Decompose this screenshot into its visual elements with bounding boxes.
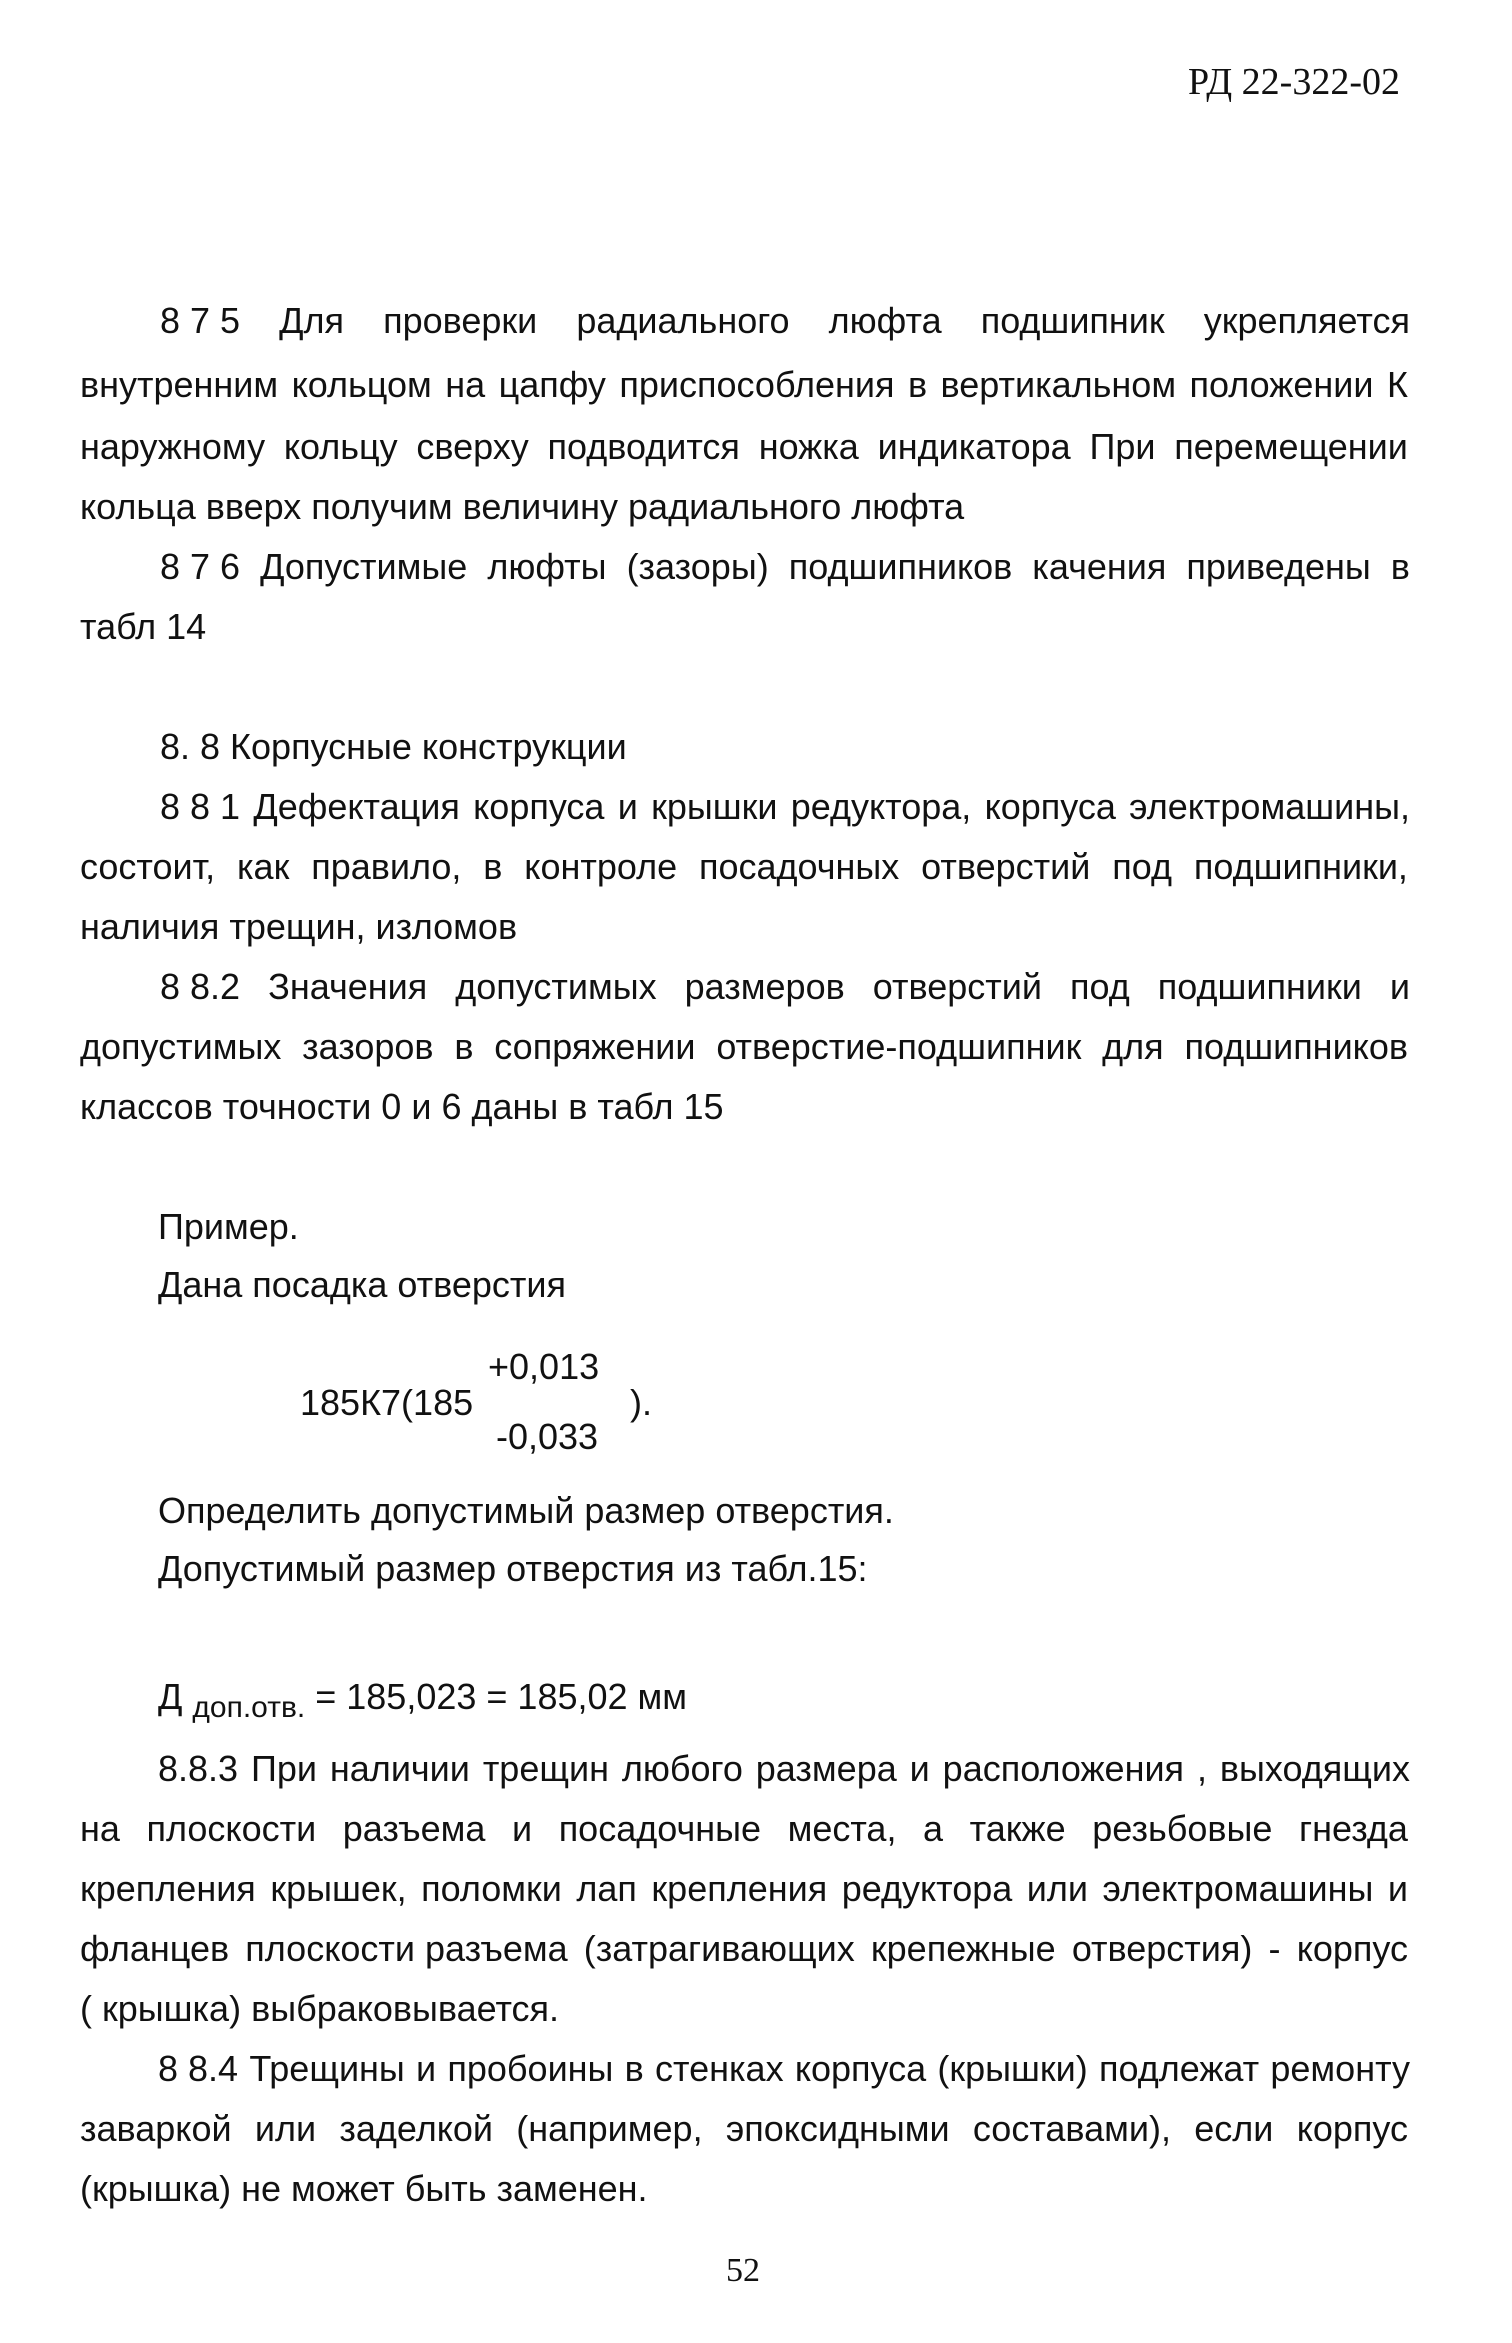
paragraph-881-line-3: наличия трещин, изломов	[80, 906, 518, 947]
word: 8 7 6	[160, 546, 241, 587]
word: электромашины,	[1129, 786, 1410, 827]
word: -	[1268, 1928, 1281, 1969]
word: 8.8.3	[158, 1748, 239, 1789]
word: подшипники	[1157, 966, 1362, 1007]
word: контроле	[524, 846, 678, 887]
word: и	[512, 1808, 533, 1849]
word: Допустимые	[260, 546, 468, 587]
paragraph-881-line-1	[160, 786, 1410, 828]
word: на	[445, 364, 486, 405]
word: в	[907, 364, 928, 405]
word: поломки	[421, 1868, 562, 1909]
word: на	[80, 1808, 120, 1849]
word: внутренним	[80, 364, 279, 405]
word: отверстий	[872, 966, 1042, 1007]
word: Дефектация	[253, 786, 460, 827]
word: пробоины	[447, 2048, 614, 2089]
formula-subscript: доп.отв.	[192, 1691, 306, 1724]
word: размеров	[684, 966, 845, 1007]
word: плоскости	[146, 1808, 317, 1849]
word: корпуса	[984, 786, 1116, 827]
word: цапфу	[498, 364, 606, 405]
word: заваркой	[80, 2108, 232, 2149]
tolerance-formula	[158, 1676, 688, 1724]
paragraph-883-line-2	[80, 1808, 1408, 1850]
word: а	[923, 1808, 944, 1849]
word: сопряжении	[494, 1026, 696, 1067]
word: и	[1387, 1868, 1408, 1909]
word: любого	[621, 1748, 743, 1789]
word: или	[254, 2108, 317, 2149]
word: фланцев	[80, 1928, 230, 1969]
word: крепления	[651, 1868, 828, 1909]
word: люфты	[487, 546, 607, 587]
word: редуктора	[841, 1868, 1013, 1909]
word: вертикальном	[940, 364, 1177, 405]
word: электромашины	[1102, 1868, 1374, 1909]
paragraph-875-line-2	[80, 364, 1408, 406]
word: индикатора	[877, 426, 1071, 467]
paragraph-876-line-2: табл 14	[80, 606, 207, 647]
section-heading: 8. 8 Корпусные конструкции	[160, 726, 627, 767]
word: корпуса	[473, 786, 605, 827]
paragraph-882-line-1	[160, 966, 1410, 1008]
word: редуктора,	[790, 786, 972, 827]
word: состоит,	[80, 846, 216, 887]
word: укрепляется	[1203, 300, 1410, 341]
word: сверху	[416, 426, 529, 467]
word: крепления	[80, 1868, 256, 1909]
word: под	[1070, 966, 1130, 1007]
example-task: Определить допустимый размер отверстия.	[158, 1490, 894, 1531]
formula-symbol: Д	[158, 1676, 183, 1717]
word: под	[1112, 846, 1172, 887]
word: (крышки)	[937, 2048, 1088, 2089]
word: подшипников	[788, 546, 1013, 587]
word: крышек,	[270, 1868, 407, 1909]
paragraph-884-line-1	[158, 2048, 1410, 2090]
word: посадочные	[558, 1808, 761, 1849]
word: составами),	[972, 2108, 1172, 2149]
word: и	[416, 2048, 437, 2089]
document-code: РД 22-322-02	[1187, 61, 1400, 103]
word: выходящих	[1219, 1748, 1410, 1789]
word: посадочных	[699, 846, 900, 887]
word: стенках	[655, 2048, 784, 2089]
word: 8 8.2	[160, 966, 241, 1007]
word: в	[454, 1026, 474, 1067]
paragraph-876-line-1	[160, 546, 1410, 588]
word: (затрагивающих	[583, 1928, 855, 1969]
word: радиального	[576, 300, 790, 341]
word: наружному	[80, 426, 266, 467]
word: подшипники,	[1193, 846, 1408, 887]
word: крышки	[651, 786, 778, 827]
word: подводится	[547, 426, 740, 467]
word: плоскости разъема	[245, 1928, 568, 1969]
word: кольцом	[291, 364, 432, 405]
paragraph-875-line-1	[160, 300, 1410, 342]
word: в	[1390, 546, 1410, 587]
word: Для	[279, 300, 345, 341]
word: места,	[787, 1808, 897, 1849]
word: эпоксидными	[725, 2108, 950, 2149]
word: также	[969, 1808, 1066, 1849]
page-number: 52	[726, 2252, 760, 2289]
example-table-ref: Допустимый размер отверстия из табл.15:	[158, 1548, 868, 1589]
word: и	[1389, 966, 1410, 1007]
lower-deviation: -0,033	[496, 1416, 599, 1457]
word: ножка	[758, 426, 859, 467]
word: положении	[1189, 364, 1374, 405]
word: Трещины	[249, 2048, 405, 2089]
word: отверстия)	[1071, 1928, 1253, 1969]
upper-deviation: +0,013	[488, 1346, 600, 1387]
word: размера	[755, 1748, 897, 1789]
word: трещин	[482, 1748, 609, 1789]
word: если	[1194, 2108, 1274, 2149]
paragraph-882-line-2	[80, 1026, 1408, 1068]
word: проверки	[383, 300, 538, 341]
word: и	[617, 786, 638, 827]
word: или	[1026, 1868, 1089, 1909]
word: резьбовые	[1092, 1808, 1273, 1849]
word: наличии	[329, 1748, 470, 1789]
paragraph-883-line-4	[80, 1928, 1408, 1970]
word: ,	[1196, 1748, 1207, 1789]
example-intro: Дана посадка отверстия	[158, 1264, 566, 1305]
word: приспособления	[619, 364, 895, 405]
word: качения	[1032, 546, 1167, 587]
word: зазоров	[302, 1026, 434, 1067]
word: Значения	[268, 966, 428, 1007]
word: в	[483, 846, 503, 887]
word: для	[1102, 1026, 1164, 1067]
word: допустимых	[80, 1026, 282, 1067]
word: и	[909, 1748, 930, 1789]
word: как	[237, 846, 290, 887]
paragraph-882-line-3: классов точности 0 и 6 даны в табл 15	[80, 1086, 724, 1127]
paragraph-881-line-2	[80, 846, 1408, 888]
word: 8 7 5	[160, 300, 241, 341]
paragraph-884-line-3: (крышка) не может быть заменен.	[80, 2168, 648, 2209]
paragraph-883-line-1	[158, 1748, 1410, 1790]
word: крепежные	[870, 1928, 1056, 1969]
word: При	[1089, 426, 1156, 467]
formula-result: = 185,023 = 185,02 мм	[315, 1676, 688, 1717]
word: подшипников	[1184, 1026, 1408, 1067]
example-label: Пример.	[158, 1206, 299, 1247]
word: При	[250, 1748, 317, 1789]
word: отверстий	[921, 846, 1091, 887]
fit-designation: 185К7(185	[300, 1382, 474, 1423]
word: заделкой	[339, 2108, 493, 2149]
fit-close-bracket: ).	[630, 1382, 652, 1423]
word: 8 8 1	[160, 786, 241, 827]
word: корпус	[1296, 1928, 1408, 1969]
word: в	[624, 2048, 644, 2089]
paragraph-875-line-4: кольца вверх получим величину радиального люфта	[80, 486, 965, 527]
word: разъема	[342, 1808, 486, 1849]
word: перемещении	[1174, 426, 1408, 467]
word: расположения	[942, 1748, 1185, 1789]
word: гнезда	[1298, 1808, 1408, 1849]
word: корпус	[1296, 2108, 1408, 2149]
word: корпуса	[794, 2048, 927, 2089]
paragraph-884-line-2	[80, 2108, 1408, 2150]
word: правило,	[311, 846, 462, 887]
word: ремонту	[1270, 2048, 1410, 2089]
word: лап	[576, 1868, 637, 1909]
word: 8 8.4	[158, 2048, 239, 2089]
word: К	[1386, 364, 1408, 405]
paragraph-875-line-3	[80, 426, 1408, 468]
word: подшипник	[980, 300, 1165, 341]
word: люфта	[828, 300, 942, 341]
word: подлежат	[1098, 2048, 1260, 2089]
paragraph-883-line-5: ( крышка) выбраковывается.	[80, 1988, 560, 2029]
word: отверстие-подшипник	[716, 1026, 1082, 1067]
word: кольцу	[283, 426, 398, 467]
word: допустимых	[455, 966, 657, 1007]
word: приведены	[1186, 546, 1371, 587]
word: (например,	[516, 2108, 703, 2149]
paragraph-883-line-3	[80, 1868, 1408, 1910]
word: (зазоры)	[626, 546, 769, 587]
